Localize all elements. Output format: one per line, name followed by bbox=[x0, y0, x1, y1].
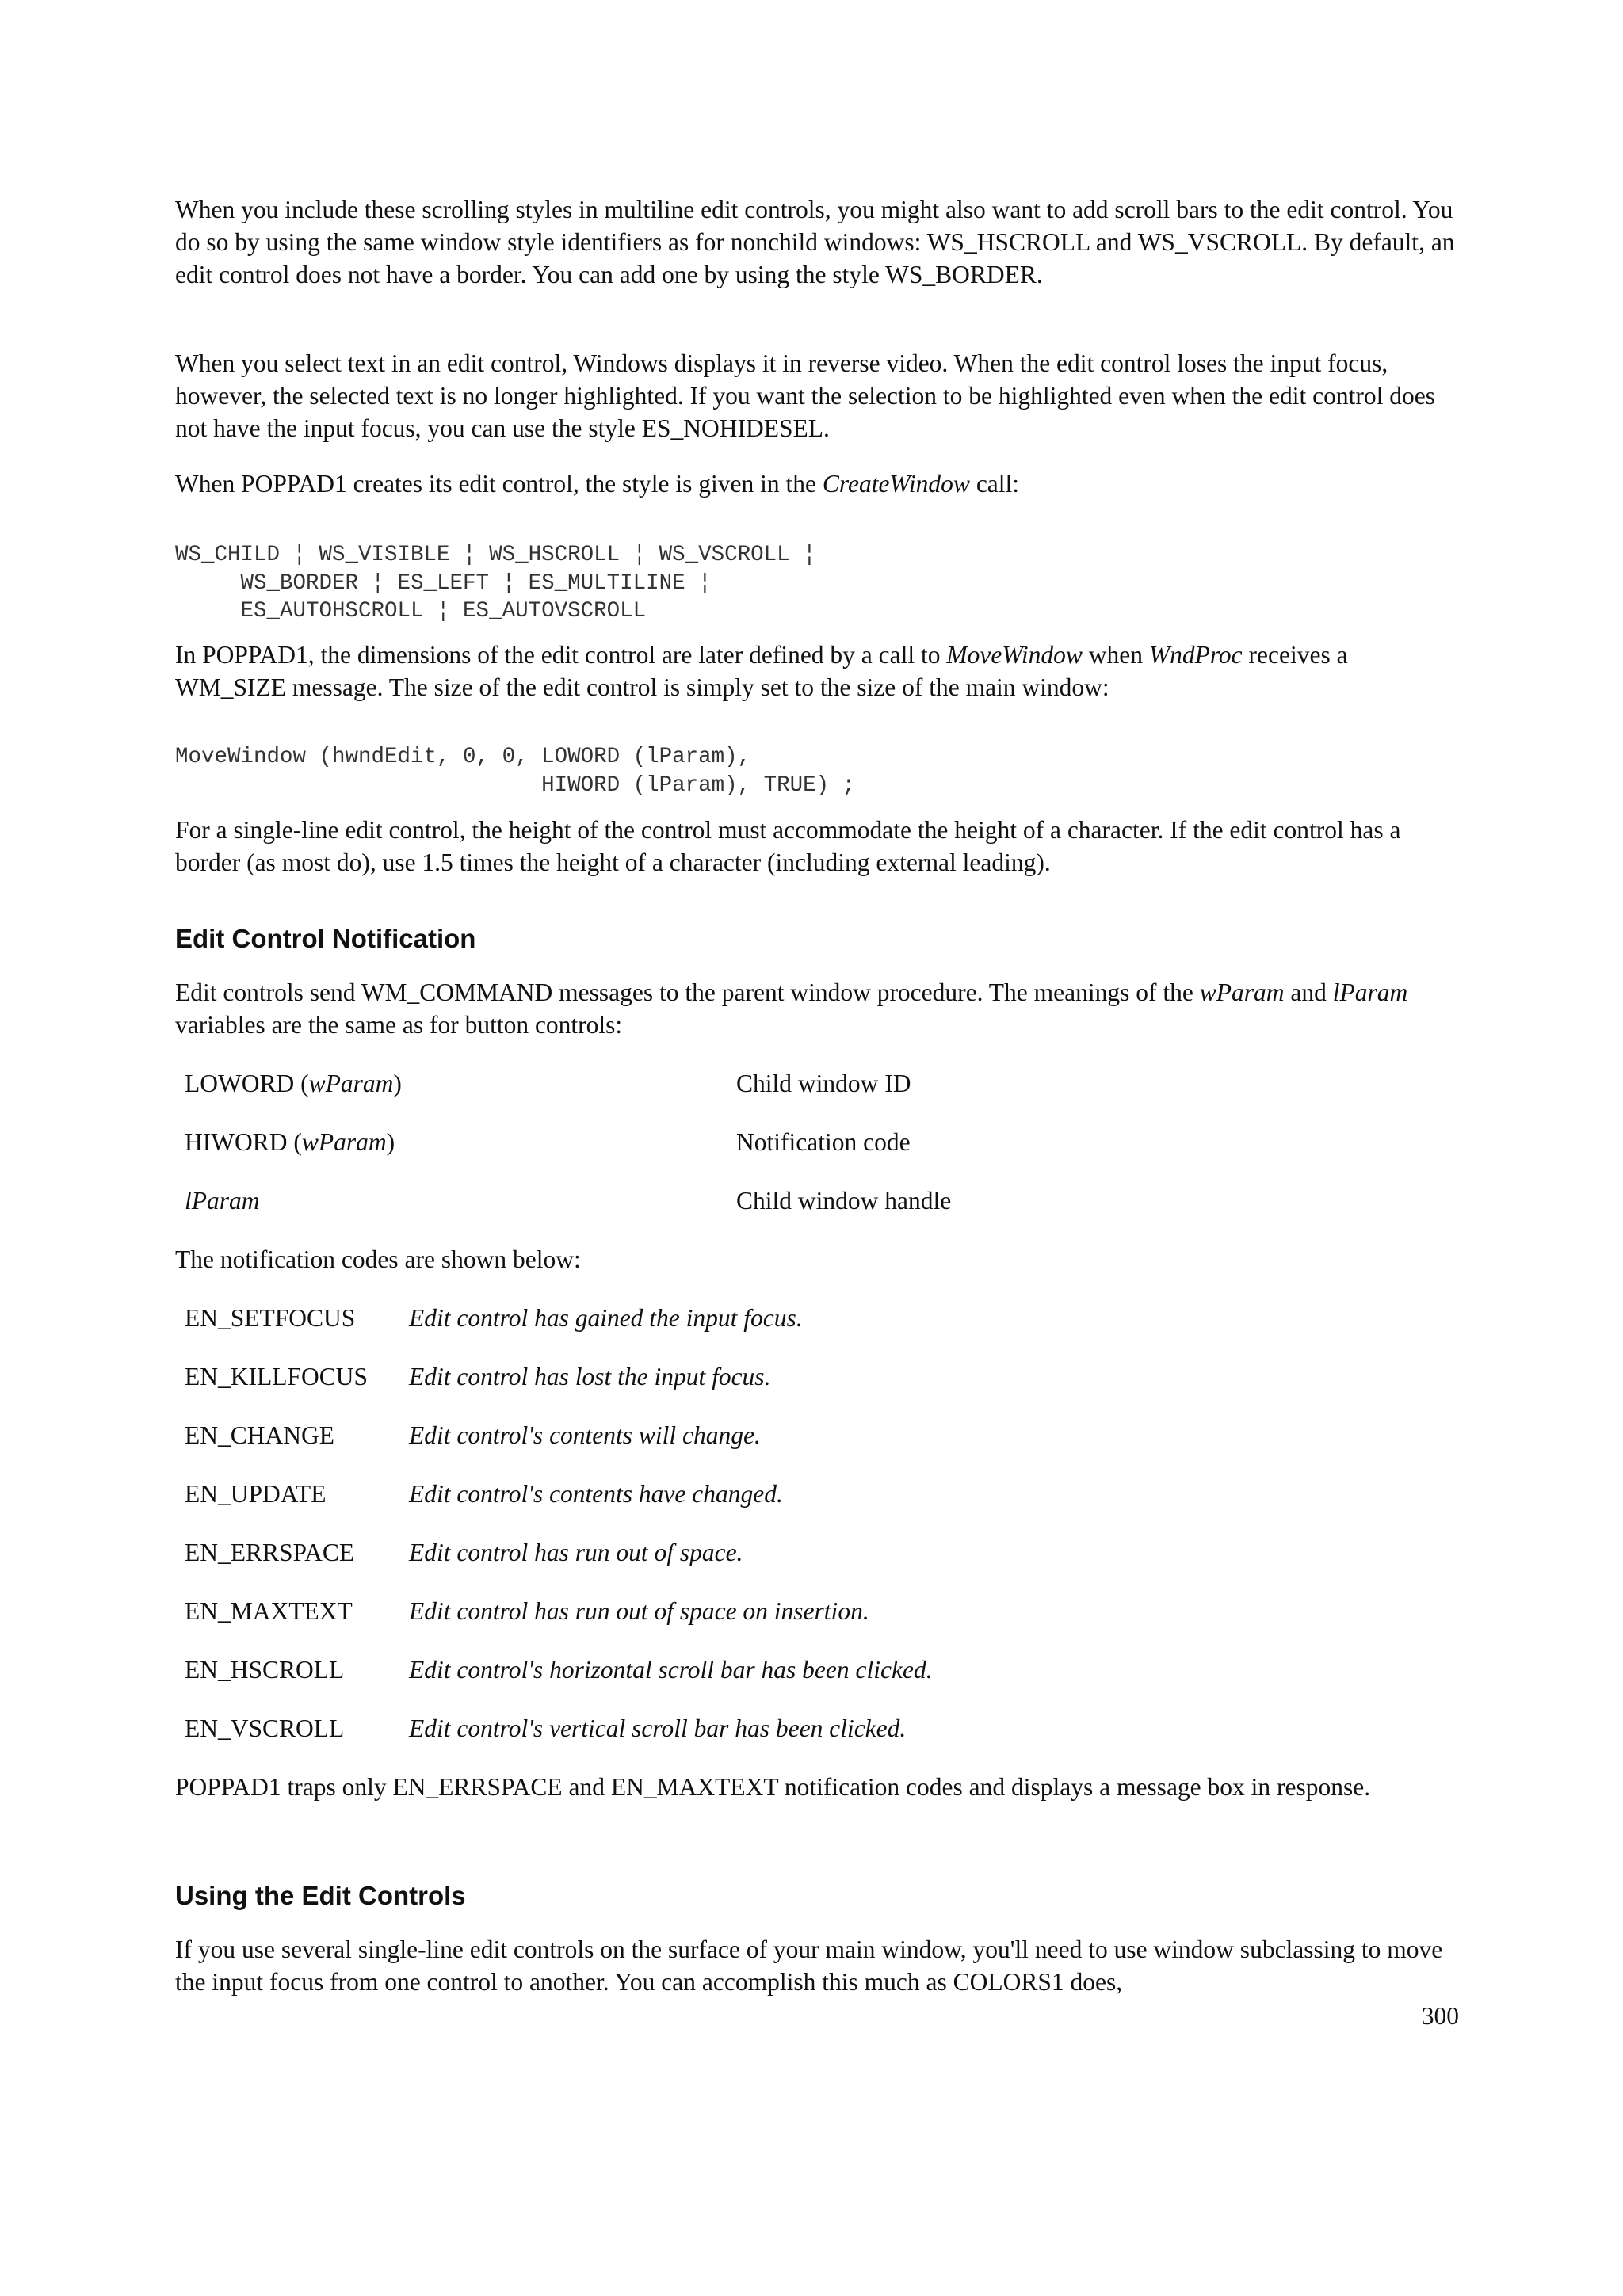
paragraph-selection: When you select text in an edit control, Windows displays it in reverse video. When the edit control loses the input focus, however, the selected text is no longer highlighted. If you want the selection to be highlighted even when the edit control does not have the input focus, you can use the style ES_NOHIDESEL. bbox=[175, 349, 1435, 442]
function-name: WndProc bbox=[1148, 641, 1243, 669]
text: receives a WM_SIZE message. The size of the edit control is simply set to the size of the main window: bbox=[175, 641, 1348, 701]
code-cell: EN_SETFOCUS bbox=[185, 1304, 356, 1332]
table-row bbox=[185, 1595, 869, 1627]
page-number: 300 bbox=[1421, 2002, 1459, 2030]
description-cell: Child window ID bbox=[736, 1070, 911, 1097]
parameter-name: wParam bbox=[301, 1128, 387, 1156]
paragraph-scroll-styles: When you include these scrolling styles in multiline edit controls, you might also want to add scroll bars to the edit control. You do so by using the same window style identifiers as for nonchild windows: WS_HSCROLL and WS_VSCROLL. By default, an edit control does not have a border. You can add one by using the style WS_BORDER. bbox=[175, 196, 1455, 288]
parameter-name: lParam bbox=[185, 1187, 260, 1215]
text: Edit controls send WM_COMMAND messages to the parent window procedure. The meanings of the bbox=[175, 978, 1200, 1006]
table-row bbox=[185, 1478, 783, 1510]
code-cell: EN_MAXTEXT bbox=[185, 1597, 353, 1625]
heading-edit-control-notification: Edit Control Notification bbox=[175, 924, 476, 953]
code-cell: EN_VSCROLL bbox=[185, 1714, 345, 1742]
paragraph-style-intro bbox=[175, 467, 1459, 500]
description-cell: Edit control has run out of space. bbox=[409, 1539, 743, 1566]
table-row bbox=[185, 1419, 761, 1451]
paragraph-movewindow-intro bbox=[175, 639, 1459, 704]
code-style-block: WS_CHILD ¦ WS_VISIBLE ¦ WS_HSCROLL ¦ WS_VSCROLL ¦ WS_BORDER ¦ ES_LEFT ¦ ES_MULTILINE ¦ ES_AUTOHSCROLL ¦ ES_AUTOVSCROLL bbox=[175, 543, 816, 624]
text: when bbox=[1082, 641, 1149, 669]
table-row bbox=[185, 1302, 803, 1334]
paragraph-wm-command bbox=[175, 976, 1459, 1041]
table-row bbox=[185, 1067, 911, 1100]
description-cell: Edit control has gained the input focus. bbox=[409, 1304, 803, 1332]
description-cell: Edit control's vertical scroll bar has been clicked. bbox=[409, 1714, 907, 1742]
code-cell: EN_CHANGE bbox=[185, 1421, 334, 1449]
text: HIWORD ( bbox=[185, 1128, 302, 1156]
text: ) bbox=[386, 1128, 395, 1156]
heading-using-edit-controls: Using the Edit Controls bbox=[175, 1881, 466, 1910]
parameter-cell bbox=[185, 1070, 402, 1097]
text: call: bbox=[969, 470, 1020, 498]
code-cell: EN_UPDATE bbox=[185, 1480, 327, 1508]
paragraph-single-line-height: For a single-line edit control, the height of the control must accommodate the height of a character. If the edit control has a border (as most do), use 1.5 times the height of a character (including external leading). bbox=[175, 816, 1401, 876]
code-cell: EN_ERRSPACE bbox=[185, 1539, 355, 1566]
code-movewindow-block: MoveWindow (hwndEdit, 0, 0, LOWORD (lParam), HIWORD (lParam), TRUE) ; bbox=[175, 745, 856, 798]
parameter-name: wParam bbox=[1199, 978, 1285, 1006]
text: LOWORD ( bbox=[185, 1070, 309, 1097]
code-cell: EN_KILLFOCUS bbox=[185, 1363, 369, 1390]
text: In POPPAD1, the dimensions of the edit control are later defined by a call to bbox=[175, 641, 947, 669]
table-row bbox=[185, 1184, 952, 1217]
text: and bbox=[1284, 978, 1333, 1006]
table-row bbox=[185, 1712, 907, 1745]
table-row bbox=[185, 1360, 771, 1393]
code-cell: EN_HSCROLL bbox=[185, 1656, 345, 1684]
description-cell: Edit control has run out of space on insertion. bbox=[409, 1597, 869, 1625]
function-name: MoveWindow bbox=[946, 641, 1083, 669]
text: When POPPAD1 creates its edit control, the style is given in the bbox=[175, 470, 823, 498]
table-row bbox=[185, 1536, 743, 1569]
table-row bbox=[185, 1653, 933, 1686]
description-cell: Edit control has lost the input focus. bbox=[409, 1363, 771, 1390]
description-cell: Edit control's contents will change. bbox=[409, 1421, 761, 1449]
description-cell: Edit control's contents have changed. bbox=[409, 1480, 783, 1508]
description-cell: Child window handle bbox=[736, 1187, 952, 1215]
parameter-cell bbox=[185, 1187, 260, 1215]
parameter-cell bbox=[185, 1128, 395, 1156]
paragraph-codes-intro: The notification codes are shown below: bbox=[175, 1245, 581, 1273]
parameter-name: wParam bbox=[308, 1070, 394, 1097]
description-cell: Notification code bbox=[736, 1128, 911, 1156]
paragraph-subclassing: If you use several single-line edit controls on the surface of your main window, you'll need to use window subclassing to move the input focus from one control to another. You can accomplish this much as COLORS1 does, bbox=[175, 1936, 1443, 1996]
parameter-name: lParam bbox=[1332, 978, 1408, 1006]
description-cell: Edit control's horizontal scroll bar has been clicked. bbox=[409, 1656, 933, 1684]
function-name: CreateWindow bbox=[822, 470, 970, 498]
text: variables are the same as for button controls: bbox=[175, 1011, 623, 1039]
table-row bbox=[185, 1126, 911, 1158]
text: ) bbox=[393, 1070, 402, 1097]
paragraph-poppad1-traps: POPPAD1 traps only EN_ERRSPACE and EN_MAXTEXT notification codes and displays a message box in response. bbox=[175, 1773, 1371, 1801]
